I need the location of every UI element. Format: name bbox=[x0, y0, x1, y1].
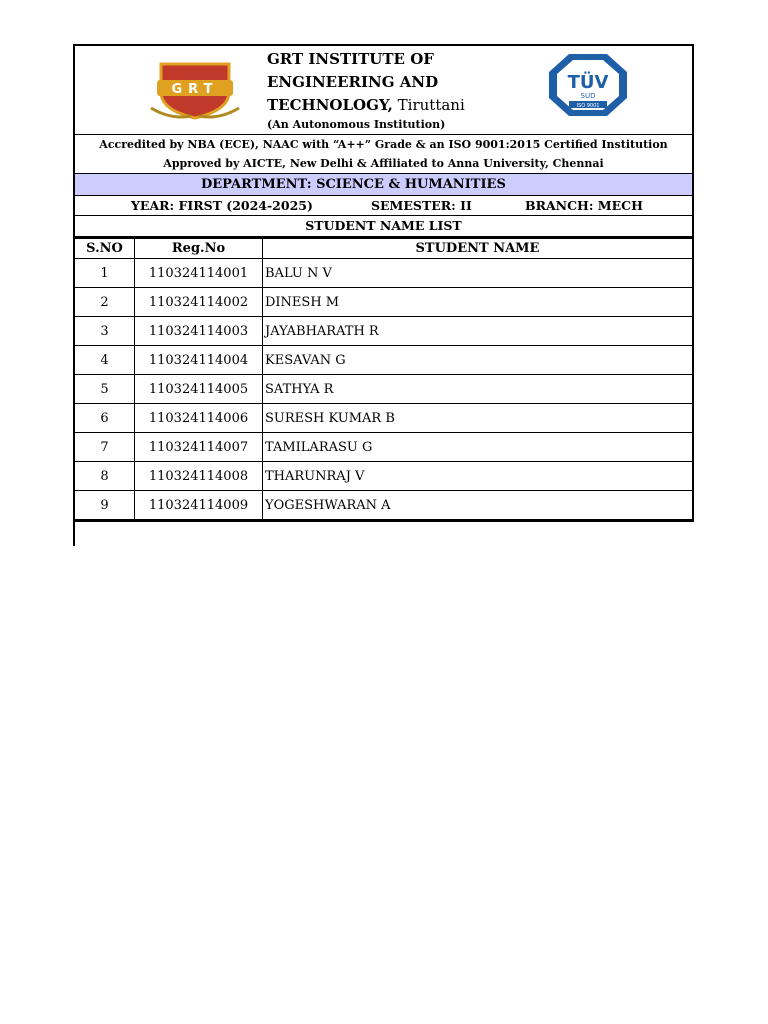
tuv-logo-icon bbox=[547, 52, 629, 118]
cell-regno: 110324114009 bbox=[135, 491, 263, 520]
student-table bbox=[75, 238, 692, 520]
column-header-name: STUDENT NAME bbox=[263, 239, 693, 259]
tuv-sub-text: SUD bbox=[580, 92, 596, 100]
cell-regno: 110324114008 bbox=[135, 462, 263, 491]
year-text: YEAR: FIRST (2024-2025) bbox=[131, 198, 313, 213]
table-row bbox=[75, 288, 692, 317]
cell-regno: 110324114006 bbox=[135, 404, 263, 433]
accreditation-block bbox=[75, 135, 692, 174]
cell-sno: 2 bbox=[75, 288, 135, 317]
table-row bbox=[75, 433, 692, 462]
table-bottom-border bbox=[73, 520, 694, 522]
cell-regno: 110324114002 bbox=[135, 288, 263, 317]
cell-regno: 110324114004 bbox=[135, 346, 263, 375]
cell-sno: 8 bbox=[75, 462, 135, 491]
tuv-iso-text: ISO 9001 bbox=[576, 103, 600, 109]
table-row bbox=[75, 404, 692, 433]
table-header-row bbox=[75, 239, 692, 259]
sheet-left-border-extension bbox=[73, 517, 75, 546]
student-list-sheet bbox=[73, 44, 694, 522]
cell-name: KESAVAN G bbox=[263, 346, 693, 375]
branch-text: BRANCH: MECH bbox=[525, 198, 643, 213]
title-line-2: ENGINEERING AND bbox=[267, 73, 439, 91]
institute-header bbox=[75, 46, 692, 135]
cell-name: SURESH KUMAR B bbox=[263, 404, 693, 433]
tuv-logo-text: TÜV bbox=[567, 72, 609, 93]
cell-sno: 5 bbox=[75, 375, 135, 404]
cell-regno: 110324114003 bbox=[135, 317, 263, 346]
cell-sno: 1 bbox=[75, 259, 135, 288]
title-line-3 bbox=[267, 94, 465, 117]
institute-title bbox=[267, 48, 465, 117]
title-line-1: GRT INSTITUTE OF bbox=[267, 50, 434, 68]
cell-sno: 6 bbox=[75, 404, 135, 433]
accreditation-line-1: Accredited by NBA (ECE), NAAC with “A++” Grade & an ISO 9001:2015 Certified Institution bbox=[99, 138, 668, 151]
sheet-frame bbox=[73, 44, 694, 520]
table-row bbox=[75, 491, 692, 520]
column-header-sno: S.NO bbox=[75, 239, 135, 259]
place-name: Tiruttani bbox=[392, 96, 465, 114]
cell-name: BALU N V bbox=[263, 259, 693, 288]
cell-sno: 7 bbox=[75, 433, 135, 462]
cell-name: SATHYA R bbox=[263, 375, 693, 404]
cell-regno: 110324114005 bbox=[135, 375, 263, 404]
student-list-title: STUDENT NAME LIST bbox=[75, 216, 692, 238]
grt-logo-text: GRT bbox=[171, 82, 219, 97]
accreditation-line-2: Approved by AICTE, New Delhi & Affiliated to Anna University, Chennai bbox=[163, 157, 604, 170]
cell-name: THARUNRAJ V bbox=[263, 462, 693, 491]
table-row bbox=[75, 462, 692, 491]
cell-name: TAMILARASU G bbox=[263, 433, 693, 462]
cell-sno: 4 bbox=[75, 346, 135, 375]
cell-name: DINESH M bbox=[263, 288, 693, 317]
cell-sno: 3 bbox=[75, 317, 135, 346]
table-row bbox=[75, 317, 692, 346]
year-semester-branch-row bbox=[75, 196, 692, 216]
semester-text: SEMESTER: II bbox=[371, 198, 472, 213]
table-row bbox=[75, 346, 692, 375]
cell-regno: 110324114007 bbox=[135, 433, 263, 462]
department-title: DEPARTMENT: SCIENCE & HUMANITIES bbox=[75, 174, 692, 196]
column-header-regno: Reg.No bbox=[135, 239, 263, 259]
cell-regno: 110324114001 bbox=[135, 259, 263, 288]
table-row bbox=[75, 259, 692, 288]
cell-sno: 9 bbox=[75, 491, 135, 520]
grt-logo-icon bbox=[147, 58, 243, 124]
title-line-3-text: TECHNOLOGY, bbox=[267, 96, 393, 114]
autonomous-note: (An Autonomous Institution) bbox=[267, 118, 446, 131]
cell-name: YOGESHWARAN A bbox=[263, 491, 693, 520]
cell-name: JAYABHARATH R bbox=[263, 317, 693, 346]
table-row bbox=[75, 375, 692, 404]
